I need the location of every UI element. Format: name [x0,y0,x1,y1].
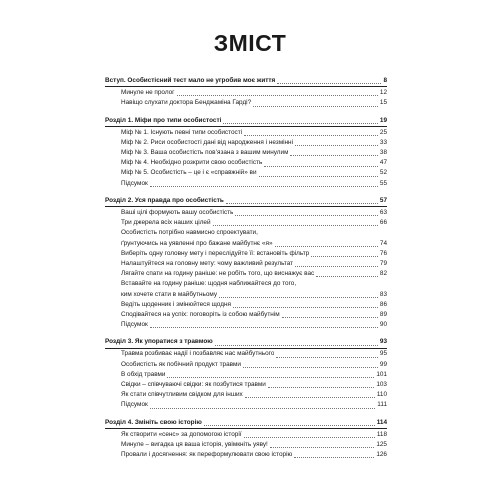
entry-title: Минуле не пролог [121,89,175,97]
toc-entry[interactable] [105,360,387,370]
entry-title: Міф № 3. Ваша особистість пов’язана з вашим минулим [121,149,289,157]
toc-entry[interactable] [105,228,387,238]
dot-leader [243,367,378,368]
dot-leader [282,317,378,318]
toc-entry[interactable] [105,300,387,310]
toc-entry[interactable] [105,249,387,259]
entry-title: Підсумок [121,321,148,329]
entry-title: Розділ 2. Уся правда про особистість [105,196,224,204]
toc-entry[interactable] [105,290,387,300]
toc-entry[interactable] [105,380,387,390]
page-number: 25 [379,128,387,136]
page-number: 83 [379,290,387,298]
page-number: 47 [379,159,387,167]
page-number: 103 [376,381,387,389]
toc-entry[interactable] [105,158,387,168]
dot-leader [226,203,378,204]
dot-leader [167,377,374,378]
dot-leader [177,95,378,96]
toc-entry[interactable] [105,138,387,148]
dot-leader [235,215,377,216]
dot-leader [295,145,378,146]
page-number: 118 [376,430,387,438]
dot-leader [223,123,378,124]
entry-title: Навіщо слухати доктора Бенджаміна Гарді? [121,99,252,107]
entry-title: Виберіть одну головну мету і переслідуйте її: встановіть фільтр [121,249,310,257]
toc-section [105,418,387,461]
dot-leader [150,408,375,409]
entry-title: Вставайте на годину раніше: щодня наближайтеся до того, [121,280,297,288]
dot-leader [275,246,378,247]
dot-leader [233,307,378,308]
page-title: ЗМІСТ [213,30,287,56]
entry-title: Особистість потрібно навмисно спроектувати, [121,229,258,237]
dot-leader [259,176,378,177]
toc-section [105,116,387,189]
entry-title: Підсумок [121,401,148,409]
dot-leader [290,155,377,156]
page-number: 19 [379,116,387,124]
page-number: 33 [379,138,387,146]
toc-entry[interactable] [105,320,387,330]
toc-entry[interactable] [105,400,387,410]
page-number: 38 [379,149,387,157]
toc-entry[interactable] [105,208,387,218]
dot-leader [270,447,375,448]
dot-leader [253,106,378,107]
page-number: 93 [379,338,387,346]
dot-leader [244,135,378,136]
entry-title: Сподівайтеся на успіх: поговоріть із собою майбутнім [121,310,280,318]
dot-leader [276,357,377,358]
section-heading[interactable] [105,116,387,127]
page-number: 125 [376,440,387,448]
dot-leader [150,186,378,187]
dot-leader [215,345,378,346]
toc-entry[interactable] [105,98,387,108]
page-number: 101 [376,370,387,378]
page-number: 86 [379,300,387,308]
dot-leader [264,166,378,167]
section-heading[interactable] [105,196,387,207]
page-number: 66 [379,219,387,227]
entry-title: Міф № 5. Особистість – це і є «справжній» ви [121,169,257,177]
entry-title: Вступ. Особистісний тест мало не угробив моє життя [105,76,276,84]
toc-entry[interactable] [105,148,387,158]
dot-leader [150,327,378,328]
entry-title: Ваші цілі формують вашу особистість [121,209,234,217]
page-number: 89 [379,310,387,318]
page-number: 63 [379,209,387,217]
entry-title: Травма розбиває надії і позбавляє нас майбутнього [121,350,275,358]
entry-title: В обхід травми [121,370,166,378]
entry-title: Ведіть щоденник і змінюйтеся щодня [121,300,231,308]
toc-section [105,76,387,109]
dot-leader [277,83,381,84]
page-number: 12 [379,89,387,97]
page-number: 15 [379,99,387,107]
page-number: 126 [376,451,387,459]
entry-title: Налаштуйтеся на головну мету: чому важливий результат [121,259,294,267]
toc-entry[interactable] [105,310,387,320]
page-number: 111 [377,401,387,409]
entry-title: Розділ 1. Міфи про типи особистості [105,116,222,124]
entry-title: Три джерела всіх наших цілей [121,219,211,227]
toc-entry[interactable] [105,179,387,189]
entry-title: Розділ 3. Як упоратися з травмою [105,338,213,346]
page-number: 99 [379,360,387,368]
section-heading[interactable] [105,76,387,87]
dot-leader [294,457,374,458]
page-number: 95 [379,350,387,358]
dot-leader [268,387,374,388]
entry-title: Розділ 4. Змініть свою історію [105,418,202,426]
entry-title: Міф № 4. Необхідно розкрити свою особистість [121,159,263,167]
dot-leader [204,425,375,426]
page-number: 114 [376,418,387,426]
entry-title: Минуле – вигадка ця ваша історія, увімкніть уяву! [121,440,268,448]
entry-title: Особистість як побічний продукт травми [121,360,241,368]
toc-entry[interactable] [105,218,387,228]
entry-title: Як створити «сенс» за допомогою історії [121,430,242,438]
dot-leader [316,276,378,277]
toc-entry[interactable] [105,128,387,138]
toc-entry[interactable] [105,450,387,460]
toc-entry[interactable] [105,88,387,98]
page-number: 110 [376,391,387,399]
page-number: 8 [383,76,387,84]
entry-title: ким хочете стати в майбутньому [121,290,218,298]
entry-title: Провали і досягнення: як переформулювати свою історію [121,451,293,459]
entry-title: Як стати співчутливим свідком для інших [121,391,243,399]
entry-title: Міф № 2. Риси особистості дані від народження і незмінні [121,138,294,146]
dot-leader [219,297,378,298]
toc-entry[interactable] [105,430,387,440]
entry-title: Свідки – співчуваючі свідки: як позбутися травми [121,381,266,389]
page-number: 79 [379,259,387,267]
dot-leader [295,266,378,267]
entry-title: Підсумок [121,179,148,187]
page-number: 55 [379,179,387,187]
page-number: 82 [379,270,387,278]
page-number: 76 [379,249,387,257]
toc-entry[interactable] [105,390,387,400]
toc-entry[interactable] [105,350,387,360]
toc-entry[interactable] [105,370,387,380]
toc-section [105,337,387,410]
section-heading[interactable] [105,418,387,429]
toc-entry[interactable] [105,269,387,279]
toc-entry[interactable] [105,259,387,269]
dot-leader [245,397,375,398]
entry-title: ґрунтуючись на уявленні про бажане майбутнє «я» [121,239,273,247]
page-number: 74 [379,239,387,247]
toc-entry[interactable] [105,169,387,179]
page-number: 90 [379,321,387,329]
toc-entry[interactable] [105,239,387,249]
page-number: 57 [379,196,387,204]
toc-entry[interactable] [105,279,387,289]
toc-section [105,196,387,330]
page-number: 52 [379,169,387,177]
dot-leader [244,437,375,438]
section-heading[interactable] [105,337,387,348]
entry-title: Лягайте спати на годину раніше: не робіть того, що виснажує вас [121,270,315,278]
dot-leader [213,225,378,226]
toc-entry[interactable] [105,440,387,450]
entry-title: Міф № 1. Існують певні типи особистості [121,128,243,136]
dot-leader [311,256,378,257]
table-of-contents [105,76,387,467]
